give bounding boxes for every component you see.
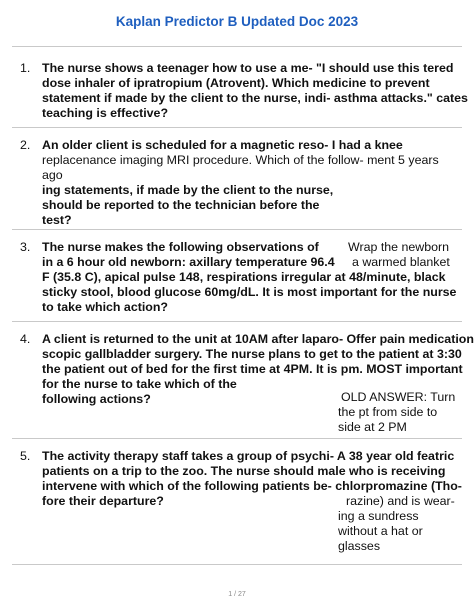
answer-line: glasses [338,539,381,553]
text-line: The nurse makes the following observations of [42,240,319,254]
page-number: 1 / 27 [228,591,246,598]
answer-line: Wrap the newborn [348,240,450,254]
text-line: sticky stool, blood glucose 60mg/dL. It is most important for the nurse [42,285,457,299]
question-text [42,138,460,228]
text-line: in a 6 hour old newborn: axillary temperature 96.4 [42,255,335,269]
text-line: statement if made by the client to the nurse, indi- asthma attacks." cates [42,91,468,105]
text-line: scopic gallbladder surgery. The nurse plans to get to the patient at 3:30 [42,347,462,361]
question-text [42,61,468,121]
answer-line: OLD ANSWER: Turn [341,390,456,404]
question-number: 2. [20,138,31,152]
separator [12,229,462,230]
text-line: ago [42,168,63,182]
text-line: to take which action? [42,300,168,314]
answer-line: ing a sundress [338,509,419,523]
text-line: should be reported to the technician before the [42,198,320,212]
answer-line: the pt from side to [338,405,438,419]
question-number: 1. [20,61,31,75]
text-line: fore their departure? [42,494,164,508]
document-title: Kaplan Predictor B Updated Doc 2023 [115,14,359,29]
answer-line: side at 2 PM [338,420,407,434]
separator [12,127,462,128]
separator [12,46,462,47]
text-line: The activity therapy staff takes a group of psychi- A 38 year old featric [42,449,455,463]
question-number: 3. [20,240,31,254]
separator [12,321,462,322]
text-line: The nurse shows a teenager how to use a me- "I should use this tered [42,61,454,75]
text-line: replacenance imaging MRI procedure. Which of the follow- ment 5 years [42,153,439,167]
text-line: patients on a trip to the zoo. The nurse should male who is receiving [42,464,446,478]
text-line: the patient out of bed for the first time at 4PM. It is pm. MOST important [42,362,463,376]
text-line: An older client is scheduled for a magnetic reso- I had a knee [42,138,403,152]
question-number: 4. [20,332,31,346]
text-line: dose inhaler of ipratropium (Atrovent). Which medicine to prevent [42,76,430,90]
separator [12,438,462,439]
separator [12,564,462,565]
answer-line: a warmed blanket [352,255,450,269]
question-number: 5. [20,449,31,463]
text-line: A client is returned to the unit at 10AM after laparo- Offer pain medication [42,332,474,346]
text-line: for the nurse to take which of the [42,377,237,391]
answer-line: razine) and is wear- [346,494,455,508]
text-line: ing statements, if made by the client to the nurse, [42,183,334,197]
text-line: test? [42,213,72,227]
answer-line: without a hat or [338,524,423,538]
text-line: teaching is effective? [42,106,169,120]
text-line: following actions? [42,392,151,406]
text-line: intervene with which of the following patients be- chlorpromazine (Tho- [42,479,462,493]
text-line: F (35.8 C), apical pulse 148, respirations irregular at 48/minute, black [42,270,446,284]
